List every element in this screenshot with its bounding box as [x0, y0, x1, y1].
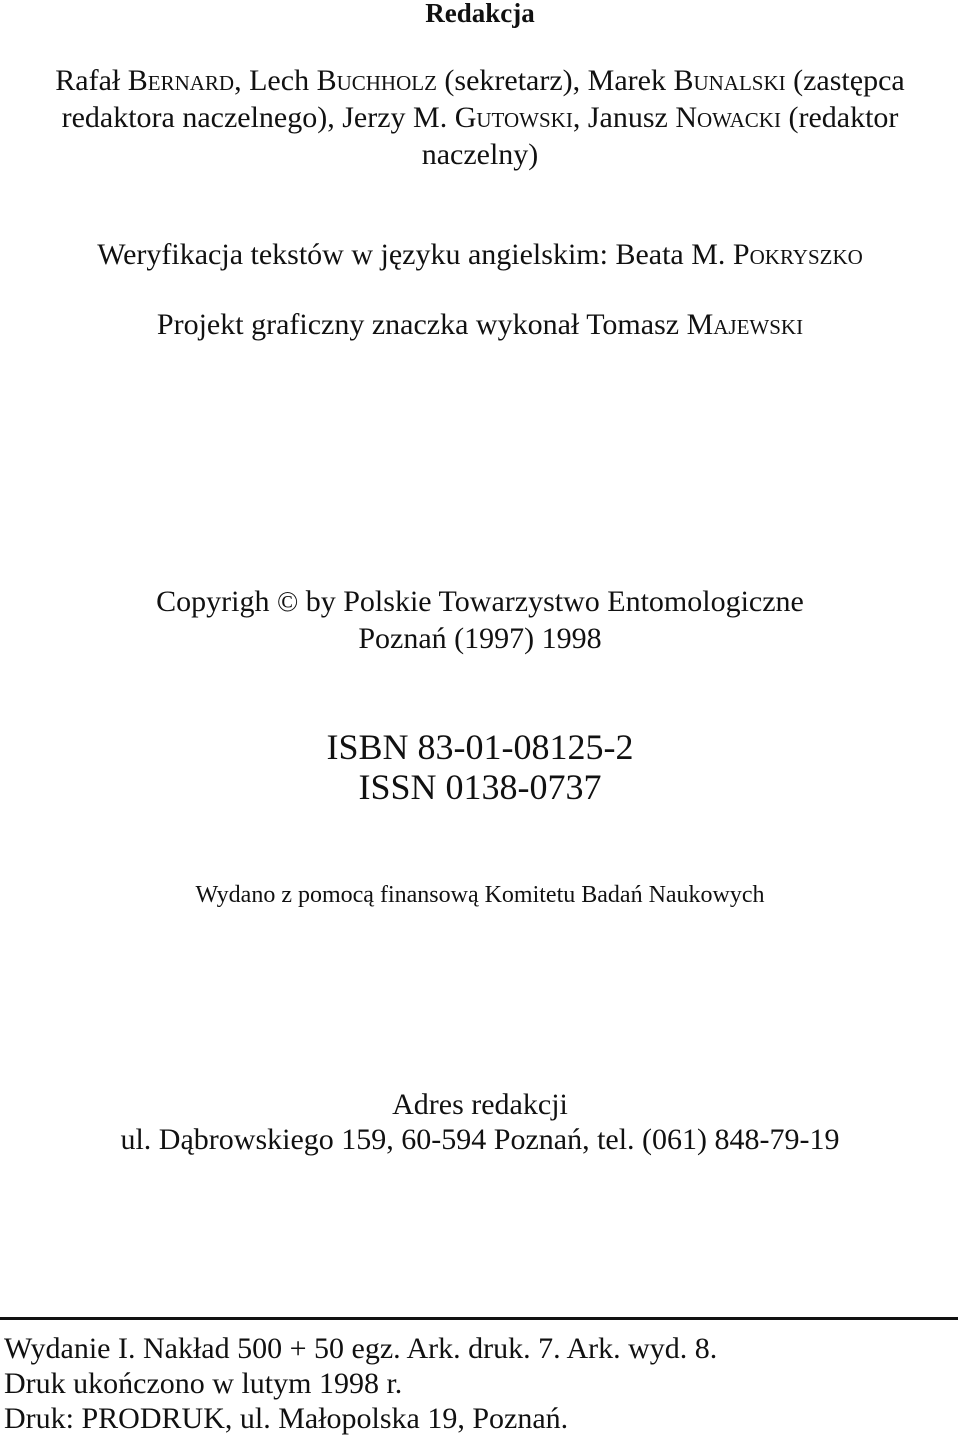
divider	[0, 1317, 958, 1320]
editorial-address	[0, 1087, 960, 1157]
editor-surname: Bernard	[127, 64, 235, 97]
editor-surname: Gutowski	[454, 101, 573, 134]
copyright-notice	[0, 584, 960, 657]
issn: ISSN 0138-0737	[358, 767, 602, 807]
funding-note: Wydano z pomocą finansową Komitetu Badań Naukowych	[195, 882, 765, 908]
copyright-holder: by Polskie Towarzystwo Entomologiczne	[298, 585, 804, 618]
printer-line: Druk: PRODRUK, ul. Małopolska 19, Poznań.	[4, 1402, 569, 1435]
editors-text: (redaktor naczelny)	[421, 101, 899, 171]
isbn: ISBN 83-01-08125-2	[326, 727, 634, 767]
address-label: Adres redakcji	[392, 1088, 568, 1121]
editors-text: Rafał	[55, 64, 128, 97]
address-line: ul. Dąbrowskiego 159, 60-594 Poznań, tel. (061) 848-79-19	[120, 1123, 840, 1156]
editor-surname: Bunalski	[673, 64, 786, 97]
designer-surname: Majewski	[686, 308, 804, 341]
print-date-line: Druk ukończono w lutym 1998 r.	[4, 1367, 403, 1400]
copyright-line	[0, 584, 960, 621]
page-title: Redakcja	[425, 0, 535, 28]
design-text: Projekt graficzny znaczka wykonał Tomasz	[156, 308, 687, 341]
logo-design-credit	[0, 306, 960, 343]
language-verification	[0, 236, 960, 273]
editorial-board	[10, 62, 950, 173]
edition-line: Wydanie I. Nakład 500 + 50 egz. Ark. druk. 7. Ark. wyd. 8.	[4, 1332, 718, 1365]
verification-text: Weryfikacja tekstów w języku angielskim: Beata M.	[97, 238, 733, 271]
editors-text: , Janusz	[572, 101, 676, 134]
editors-text: (sekretarz), Marek	[436, 64, 674, 97]
verifier-surname: Pokryszko	[732, 238, 863, 271]
copyright-prefix: Copyrigh	[156, 585, 277, 618]
editors-text: (zastępca redaktora naczelnego), Jerzy M.	[61, 64, 905, 134]
edition-info	[4, 1331, 954, 1436]
copyright-icon: ©	[276, 587, 299, 618]
editors-text: , Lech	[234, 64, 317, 97]
editor-surname: Buchholz	[316, 64, 437, 97]
copyright-place-year: Poznań (1997) 1998	[358, 622, 602, 655]
identifiers	[0, 727, 960, 807]
editor-surname: Nowacki	[675, 101, 781, 134]
